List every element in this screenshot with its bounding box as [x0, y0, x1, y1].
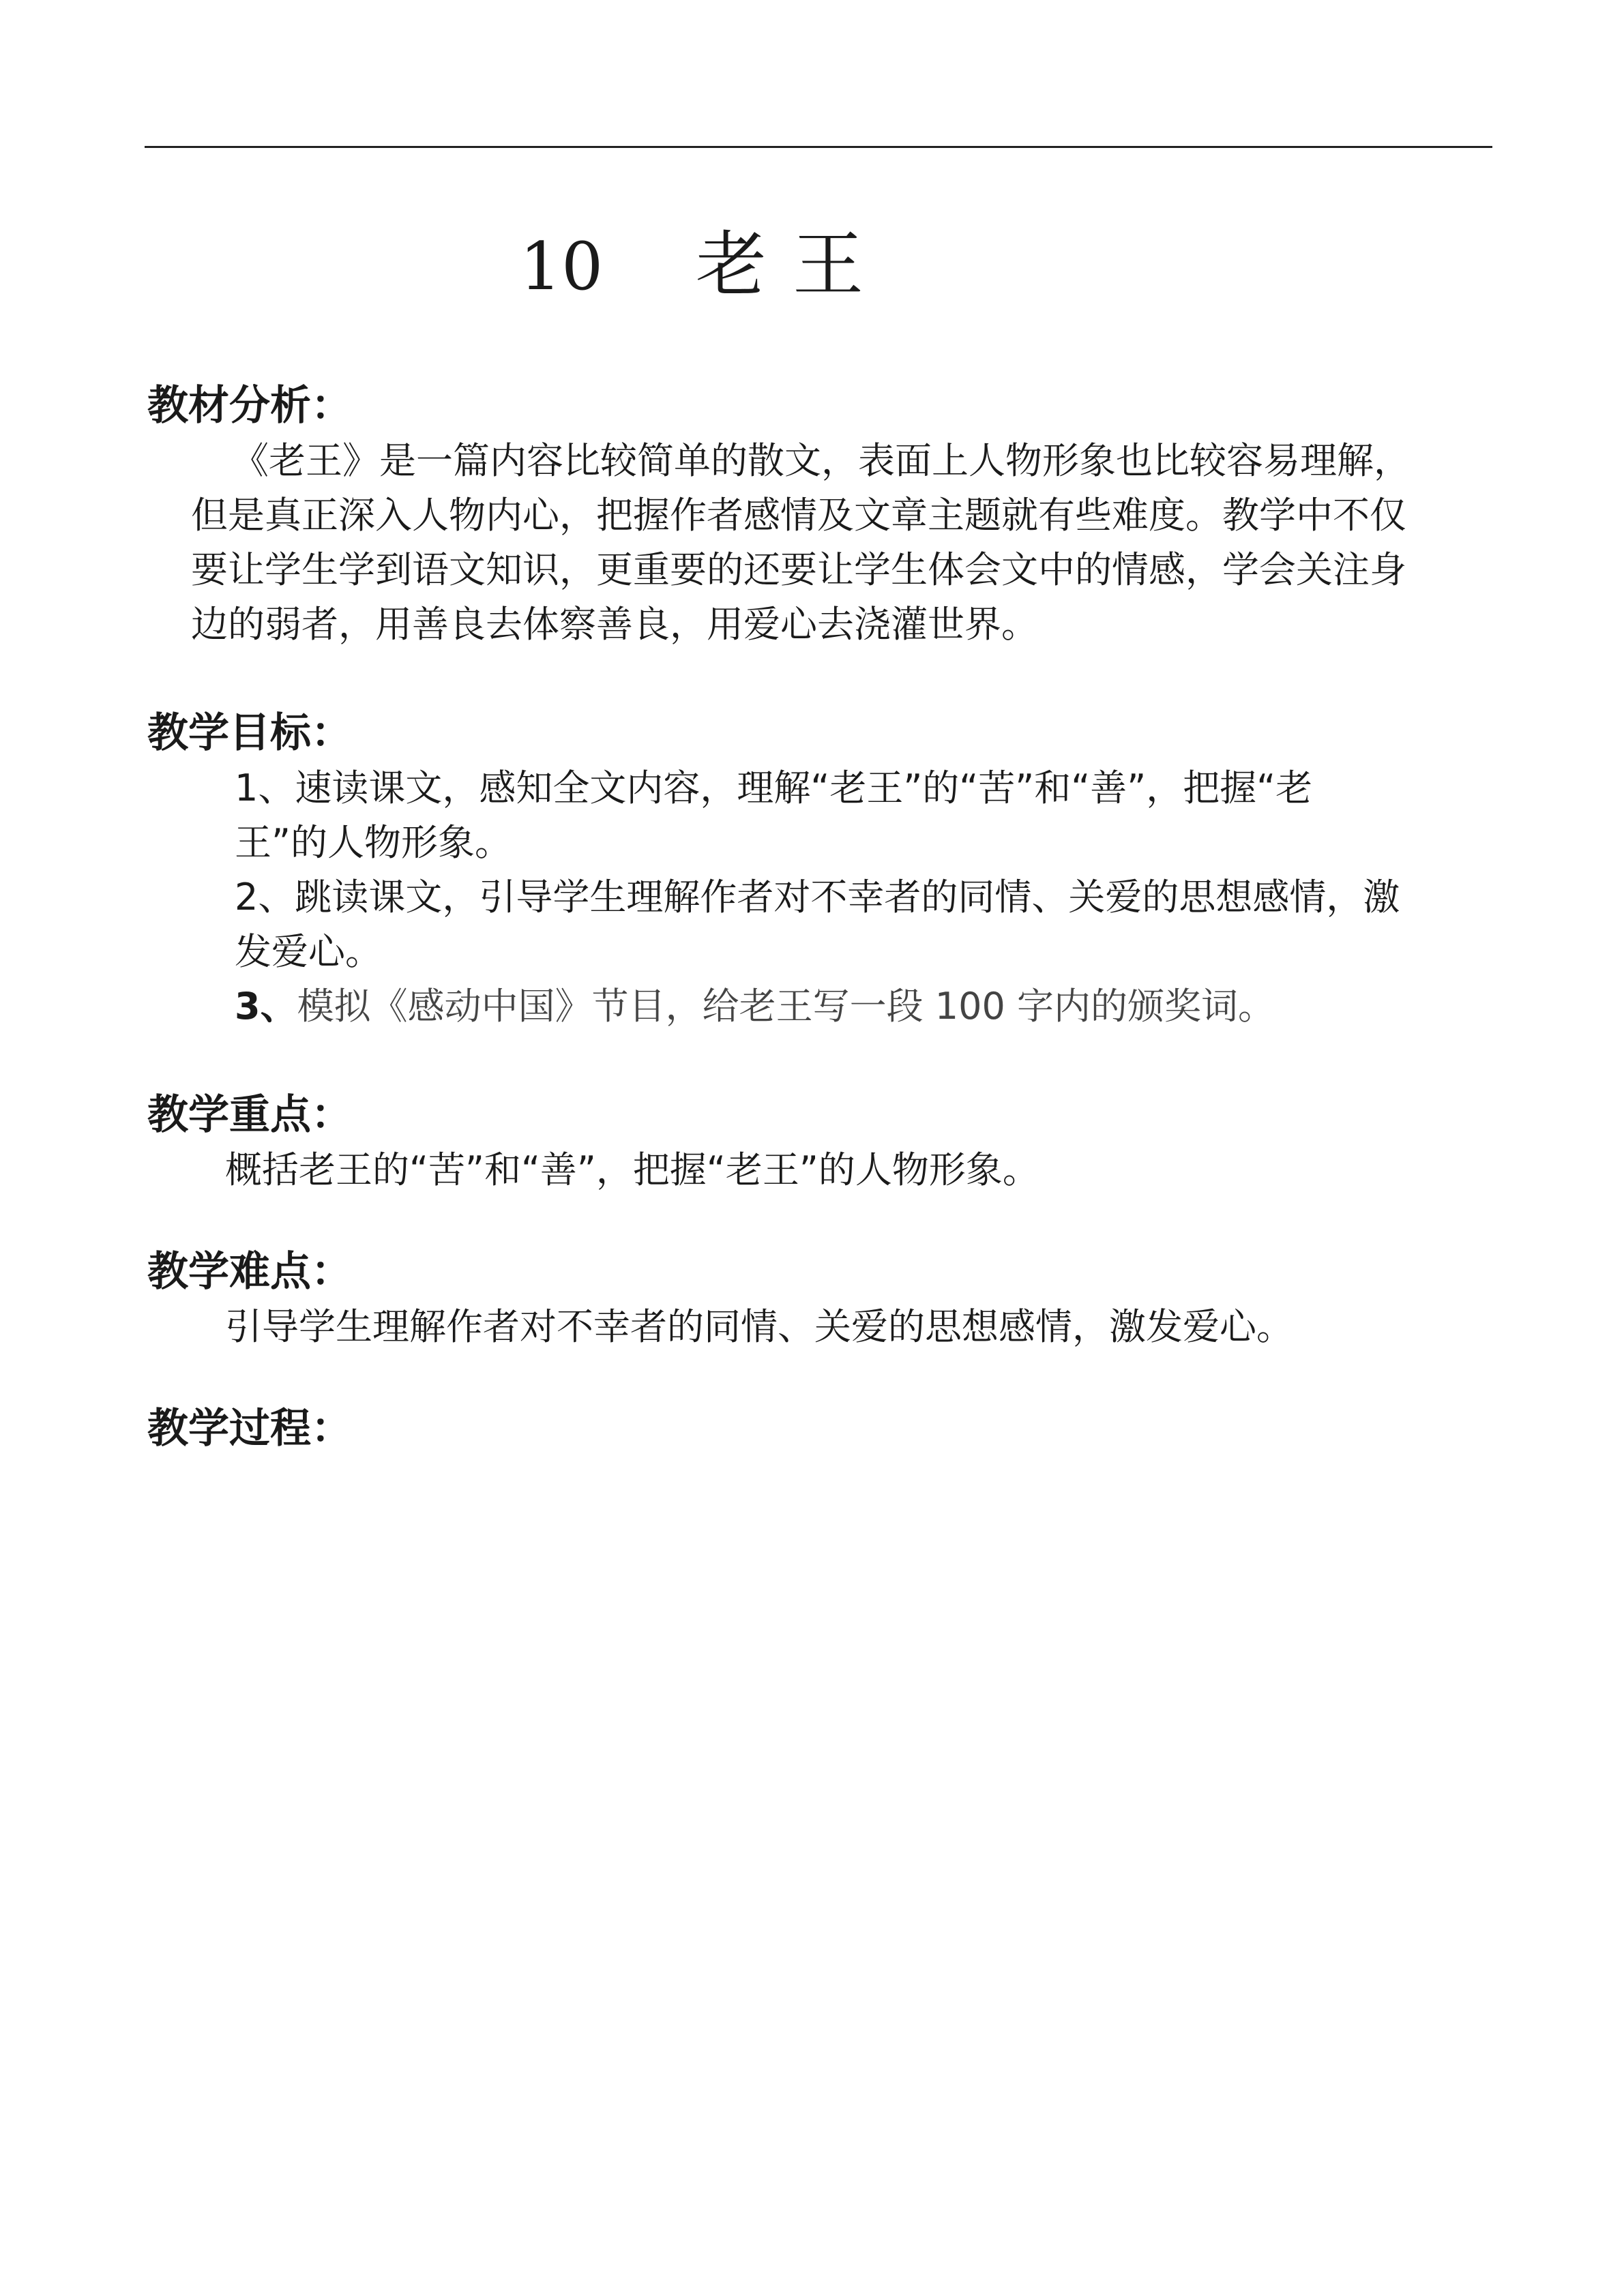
- material-line-3: 要让学生学到语文知识，更重要的还要让学生体会文中的情感，学会关注身: [191, 548, 1406, 591]
- key-points-line: 概括老王的“苦”和“善”，把握“老王”的人物形象。: [225, 1148, 1039, 1191]
- goal-1-line-2: 王”的人物形象。: [235, 821, 512, 864]
- material-line-2: 但是真正深入人物内心，把握作者感情及文章主题就有些难度。教学中不仅: [191, 494, 1406, 537]
- material-analysis-heading: 教材分析：: [147, 382, 352, 430]
- goal-3-number: 3、: [235, 985, 297, 1028]
- goal-2-line-1: 2、跳读课文，引导学生理解作者对不幸者的同情、关爱的思想感情，激: [235, 876, 1400, 919]
- goal-2-line-2: 发爱心。: [235, 930, 382, 973]
- material-line-1: 《老王》是一篇内容比较简单的散文，表面上人物形象也比较容易理解，: [232, 439, 1411, 482]
- teaching-process-heading: 教学过程：: [147, 1405, 352, 1452]
- lesson-number: 10: [520, 228, 604, 305]
- key-points-heading: 教学重点：: [147, 1091, 352, 1139]
- teaching-goals-heading: 教学目标：: [147, 709, 352, 757]
- header-rule: [145, 146, 1492, 148]
- lesson-name: 老王: [696, 223, 890, 306]
- goal-3-line: [235, 979, 1275, 1034]
- difficulties-heading: 教学难点：: [147, 1248, 352, 1296]
- difficulties-line: 引导学生理解作者对不幸者的同情、关爱的思想感情，激发爱心。: [225, 1305, 1293, 1348]
- goal-3-text: 模拟《感动中国》节目，给老王写一段 100 字内的颁奖词。: [297, 985, 1275, 1028]
- goal-1-line-1: 1、速读课文，感知全文内容，理解“老王”的“苦”和“善”，把握“老: [235, 766, 1313, 809]
- lesson-title: [0, 218, 1624, 314]
- material-line-4: 边的弱者，用善良去体察善良，用爱心去浇灌世界。: [191, 603, 1038, 646]
